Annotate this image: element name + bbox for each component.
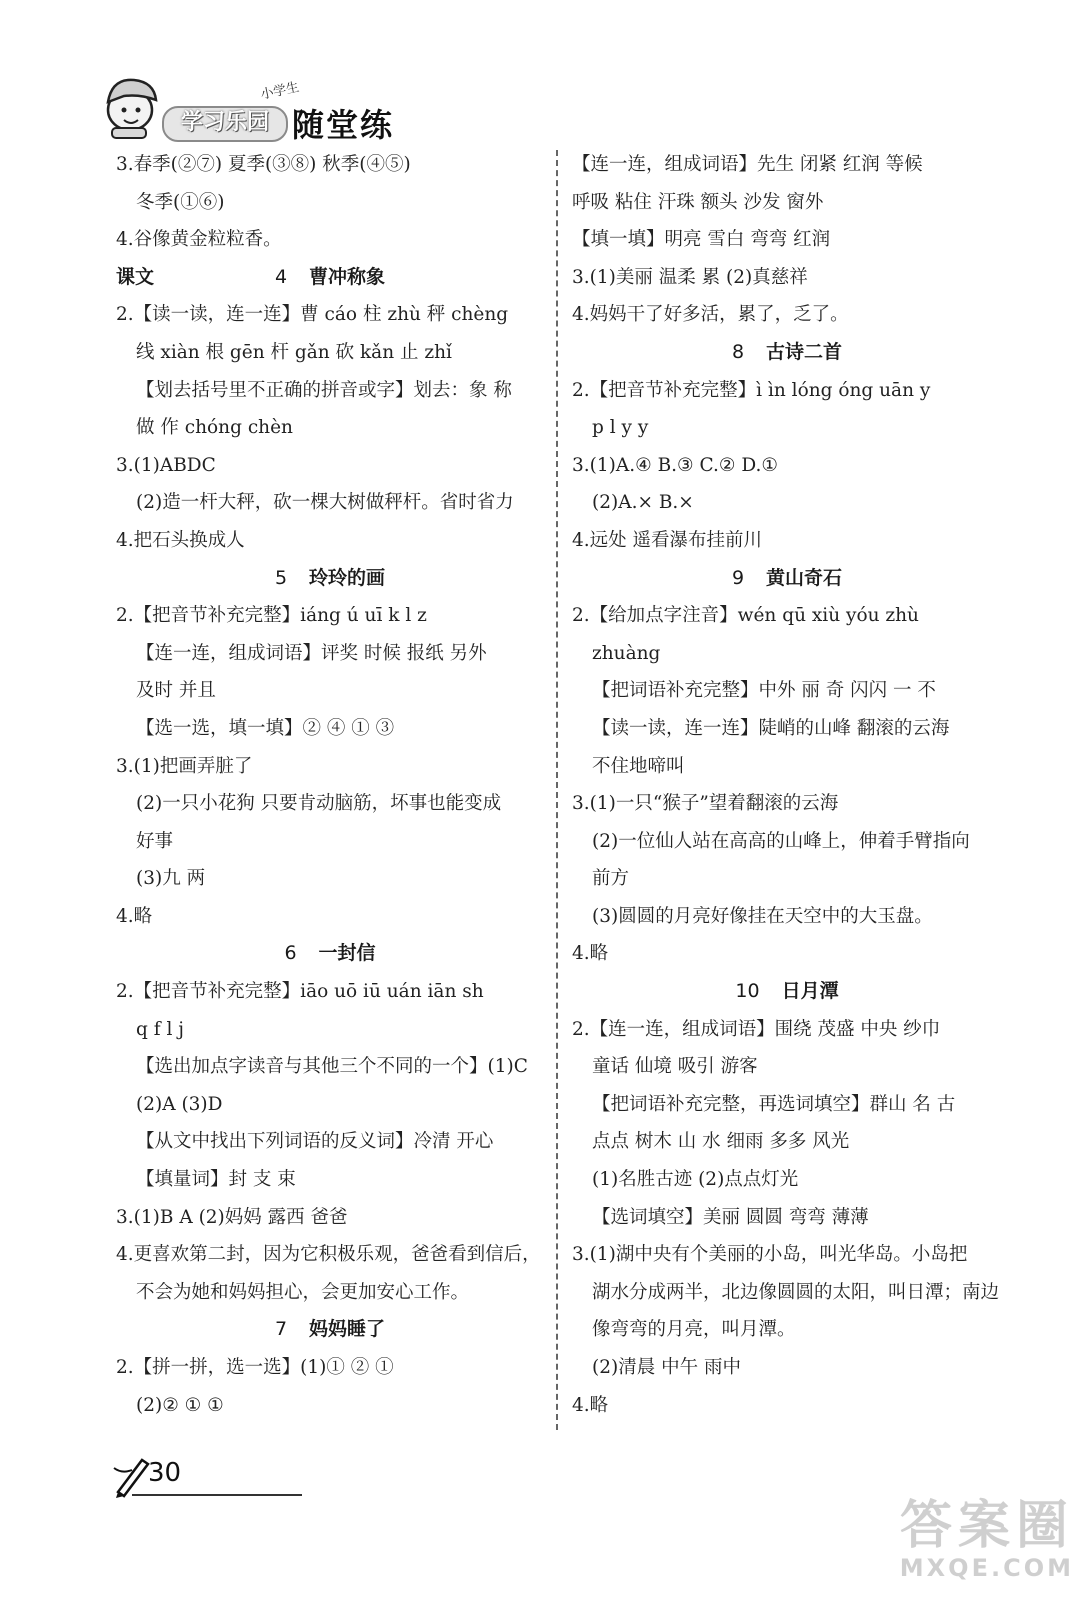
lesson-number: 8: [731, 340, 745, 363]
lesson-heading-center: [572, 973, 1002, 1011]
answer-line: q f l j: [136, 1018, 184, 1040]
column-divider: [556, 150, 558, 1430]
answer-line: 2.【读一读，连一连】曹 cáo 柱 zhù 秤 chèng: [116, 304, 509, 326]
lesson-title: 一封信: [318, 942, 376, 965]
answer-line: 2.【给加点字注音】wén qū xiù yóu zhù: [572, 605, 919, 627]
brand-subtitle: 小学生: [259, 80, 301, 103]
page-title: 随堂练: [292, 106, 395, 144]
answer-line: (2)A (3)D: [136, 1093, 223, 1115]
answer-line: 3.(1)一只“猴子”望着翻滚的云海: [572, 793, 839, 815]
footer-rule: [132, 1494, 302, 1496]
answer-line: 【从文中找出下列词语的反义词】冷清 开心: [136, 1131, 494, 1153]
answer-line: 4.妈妈干了好多活，累了，乏了。: [572, 304, 849, 326]
answer-line: 【连一连，组成词语】评奖 时候 报纸 另外: [136, 642, 487, 664]
lesson-heading: [116, 560, 544, 598]
answer-line: 童话 仙境 吸引 游客: [592, 1056, 758, 1078]
answer-line: 前方: [592, 868, 630, 890]
lesson-title: 古诗二首: [766, 340, 843, 363]
page-number: 30: [148, 1458, 182, 1488]
left-column: [116, 146, 544, 1424]
lesson-heading-center: [116, 1311, 544, 1349]
answer-line: (2)② ① ①: [136, 1394, 224, 1416]
answer-line: 3.(1)湖中央有个美丽的小岛，叫光华岛。小岛把: [572, 1244, 968, 1266]
answer-line: 呼吸 粘住 汗珠 额头 沙发 窗外: [572, 191, 824, 213]
answer-line: 做 作 chóng chèn: [136, 417, 293, 439]
answer-line: (2)清晨 中午 雨中: [592, 1357, 741, 1378]
answer-line: 3.(1)把画弄脏了: [116, 755, 253, 777]
lesson-heading: [572, 973, 1002, 1011]
watermark: [874, 1498, 1074, 1590]
watermark-url: MXQE.COM: [899, 1554, 1074, 1582]
lesson-heading-center: [116, 259, 544, 297]
brand-badge: 学习乐园: [162, 106, 288, 142]
answer-line: 【填一填】明亮 雪白 弯弯 红润: [572, 229, 831, 251]
answer-line: 【划去括号里不正确的拼音或字】划去：象 称: [136, 379, 512, 401]
answer-line: 4.更喜欢第二封，因为它积极乐观，爸爸看到信后，: [116, 1244, 541, 1266]
lesson-number: 10: [735, 980, 760, 1003]
answer-line: 3.(1)ABDC: [116, 454, 216, 476]
answer-line: 4.略: [116, 905, 153, 927]
answer-line: 2.【连一连，组成词语】围绕 茂盛 中央 纱巾: [572, 1018, 941, 1040]
answer-line: 【选出加点字读音与其他三个不同的一个】(1)C: [136, 1056, 528, 1078]
watermark-logo: 答案圈: [899, 1496, 1074, 1556]
lesson-number: 5: [274, 566, 288, 589]
lesson-title: 黄山奇石: [766, 566, 843, 589]
answer-line: (2)造一杆大秤，砍一棵大树做秤杆。省时省力: [136, 492, 514, 514]
mascot-boy-icon: [100, 72, 164, 140]
lesson-title: 妈妈睡了: [309, 1318, 386, 1341]
lesson-heading-center: [572, 560, 1002, 598]
answer-line: 【把词语补充完整】中外 丽 奇 闪闪 一 不: [592, 680, 936, 702]
lesson-heading: [116, 1311, 544, 1349]
right-column: [572, 146, 1002, 1424]
page-header: [100, 72, 430, 142]
answer-line: 4.略: [572, 943, 609, 965]
answer-line: 2.【把音节补充完整】ì ìn lóng óng uān y: [572, 379, 931, 401]
answer-line: 不住地啼叫: [592, 755, 685, 777]
lesson-heading: [572, 334, 1002, 372]
answer-line: 冬季(①⑥): [136, 191, 225, 213]
answer-line: 【选词填空】美丽 圆圆 弯弯 薄薄: [592, 1206, 869, 1228]
lesson-heading: [116, 935, 544, 973]
answer-line: 【填量词】封 支 束: [136, 1169, 296, 1191]
answer-line: 点点 树木 山 水 细雨 多多 风光: [592, 1131, 850, 1153]
lesson-title: 玲玲的画: [309, 566, 386, 589]
answer-line: 【选一选，填一填】② ④ ① ③: [136, 717, 395, 739]
answer-line: 4.把石头换成人: [116, 529, 245, 551]
answer-line: 像弯弯的月亮，叫月潭。: [592, 1319, 796, 1341]
answer-line: 及时 并且: [136, 680, 216, 702]
answer-line: 2.【把音节补充完整】iāo uō iū uán iān sh: [116, 981, 484, 1003]
answer-line: (2)A.× B.×: [592, 492, 694, 514]
answer-line: p l y y: [592, 417, 649, 439]
answer-line: 好事: [136, 830, 174, 852]
page-footer: [112, 1452, 312, 1502]
answer-line: 【连一连，组成词语】先生 闭紧 红润 等候: [572, 154, 923, 175]
section-label: 课文: [116, 265, 155, 288]
answer-line: 4.远处 遥看瀑布挂前川: [572, 529, 763, 551]
lesson-heading-center: [116, 935, 544, 973]
answer-line: 3.春季(②⑦) 夏季(③⑧) 秋季(④⑤): [116, 154, 411, 175]
answer-line: 3.(1)B A (2)妈妈 露西 爸爸: [116, 1206, 348, 1228]
lesson-title: 曹冲称象: [309, 265, 386, 288]
lesson-heading: [116, 259, 544, 297]
answer-line: zhuàng: [592, 642, 661, 664]
answer-line: 不会为她和妈妈担心，会更加安心工作。: [136, 1281, 470, 1303]
lesson-number: 4: [274, 265, 288, 288]
lesson-number: 9: [731, 566, 745, 589]
answer-line: 3.(1)A.④ B.③ C.② D.①: [572, 454, 778, 476]
answer-line: 湖水分成两半，北边像圆圆的太阳，叫日潭；南边: [592, 1281, 1000, 1303]
lesson-heading-center: [116, 560, 544, 598]
answer-line: (3)圆圆的月亮好像挂在天空中的大玉盘。: [592, 905, 933, 927]
answer-line: 4.谷像黄金粒粒香。: [116, 229, 282, 251]
answer-line: (3)九 两: [136, 868, 206, 890]
answer-line: 3.(1)美丽 温柔 累 (2)真慈祥: [572, 266, 808, 288]
answer-line: (1)名胜古迹 (2)点点灯光: [592, 1169, 799, 1191]
lesson-heading: [572, 560, 1002, 598]
lesson-heading-center: [572, 334, 1002, 372]
lesson-number: 6: [284, 942, 297, 965]
answer-line: 2.【把音节补充完整】iáng ú uī k l z: [116, 605, 427, 627]
answer-line: 【把词语补充完整，再选词填空】群山 名 古: [592, 1093, 956, 1115]
answer-line: (2)一只小花狗 只要肯动脑筋，坏事也能变成: [136, 793, 502, 815]
pencil-icon: [112, 1454, 152, 1498]
lesson-title: 日月潭: [781, 980, 839, 1003]
lesson-number: 7: [274, 1318, 288, 1341]
answer-line: 线 xiàn 根 gēn 杆 gǎn 砍 kǎn 止 zhǐ: [136, 341, 452, 363]
answer-line: 4.略: [572, 1394, 609, 1416]
answer-line: 【读一读，连一连】陡峭的山峰 翻滚的云海: [592, 717, 950, 739]
answer-line: 2.【拼一拼，选一选】(1)① ② ①: [116, 1357, 394, 1378]
answer-line: (2)一位仙人站在高高的山峰上，伸着手臂指向: [592, 830, 970, 852]
